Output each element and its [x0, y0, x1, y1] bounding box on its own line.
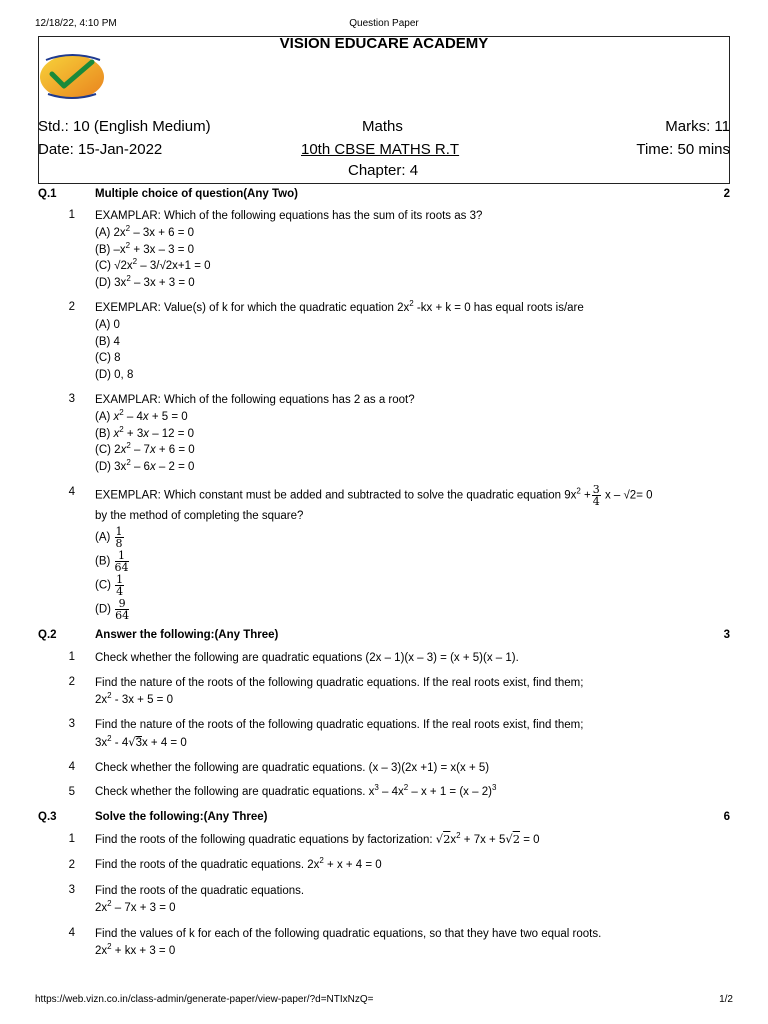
question-number: 2 — [68, 676, 75, 688]
std-label: Std.: 10 (English Medium) — [38, 118, 211, 135]
question-number: 2 — [68, 859, 75, 871]
question-number: 5 — [68, 786, 75, 798]
section-marks: 2 — [723, 188, 730, 200]
question-number: 4 — [68, 761, 75, 773]
question-text: Find the nature of the roots of the following quadratic equations. If the real roots exist, find them; $3x^2 - 4√3x + 4 = 0$ — [95, 719, 584, 749]
question-number: 3 — [68, 393, 75, 405]
academy-logo — [38, 50, 106, 102]
question-number: 1 — [68, 651, 75, 663]
question-number: 3 — [68, 718, 75, 730]
question-text: Find the roots of the quadratic equations. $2x^2 - 7x + 3 = 0$ — [95, 885, 305, 914]
question-number: 4 — [68, 927, 75, 939]
question-number: 4 — [68, 486, 75, 498]
question-text: EXAMPLAR: Which of the following equations has the sum of its roots as 3? (A) $2x^2 - 3x + 6 = 0$ (B) $-x^2 + 3x - 3 = 0$ (C) $√2x^2 - 3/√2x+1 = 0$ (D) $3x^2 - 3x + 3 = 0$ — [95, 210, 483, 290]
paper-name: 10th CBSE MATHS R.T — [301, 141, 460, 158]
question-text: Check whether the following are quadratic equations. (x – 3)(2x +1) = x(x + 5) — [95, 762, 490, 774]
subject-label: Maths — [362, 118, 403, 135]
academy-name: VISION EDUCARE ACADEMY — [279, 35, 489, 52]
marks-label: Marks: 11 — [665, 118, 730, 135]
section-title: Multiple choice of question(Any Two) — [95, 188, 298, 200]
question-number: 2 — [68, 301, 75, 313]
question-text: Find the roots of the quadratic equations. $2x^2 + x + 4 = 0$ — [95, 856, 382, 871]
question-number: 1 — [68, 833, 75, 845]
question-text: Check whether the following are quadratic equations. $x^3 - 4x^2 - x + 1 = (x - 2)^3$ — [95, 783, 497, 798]
question-text: Find the values of k for each of the following quadratic equations, so that they have two equal roots. $2x^2$ + kx + 3 = 0 — [95, 928, 602, 957]
section-marks: 6 — [723, 811, 730, 823]
section-title: Solve the following:(Any Three) — [95, 811, 268, 823]
page-number: 1/2 — [719, 994, 733, 1005]
footer-url: https://web.vizn.co.in/class-admin/generate-paper/view-paper/?d=NTIxNzQ= — [35, 994, 374, 1005]
date-label: Date: 15-Jan-2022 — [38, 141, 163, 158]
chapter-label: Chapter: 4 — [348, 162, 419, 179]
section-number: Q.3 — [38, 811, 57, 823]
question-text: Find the roots of the following quadratic equations by factorization: $√2x^2 + 7x + 5√2 = 0$ — [95, 831, 540, 846]
section-number: Q.2 — [38, 629, 57, 641]
question-text: EXAMPLAR: Which of the following equations has 2 as a root? (A) $x^2 - 4x + 5 = 0$ (B) $x^2 + 3x - 12 = 0$ (C) $2x^2 - 7x + 6 = 0$ (D) $3x^2 - 6x - 2 = 0$ — [95, 394, 415, 474]
question-text: Check whether the following are quadratic equations (2x – 1)(x – 3) = (x + 5)(x – 1). — [95, 652, 519, 664]
print-datetime: 12/18/22, 4:10 PM — [35, 18, 117, 29]
section-marks: 3 — [723, 629, 730, 641]
question-text: Find the nature of the roots of the following quadratic equations. If the real roots exist, find them; $2x^2 - 3x + 5 = 0$ — [95, 677, 584, 706]
section-title: Answer the following:(Any Three) — [95, 629, 279, 641]
question-number: 3 — [68, 884, 75, 896]
question-number: 1 — [68, 209, 75, 221]
question-text: EXEMPLAR: Value(s) of k for which the quadratic equation $2x^2$ -kx + k = 0 has equal roots is/are (A) 0 (B) 4 (C) 8 (D) 0, 8 — [95, 299, 584, 382]
question-text: EXEMPLAR: Which constant must be added and subtracted to solve the quadratic equation $9x^2$ + $\frac{3}{4}$ x – √2= 0 by the method of completing the square? (A) $\frac{1}{8}$ (B) $\frac{1}{64}$ (C) $\frac{1}{4}$ (D) $\frac{9}{64}$ — [95, 483, 653, 622]
print-title: Question Paper — [349, 18, 419, 29]
time-label: Time: 50 mins — [636, 141, 730, 158]
section-number: Q.1 — [38, 188, 57, 200]
